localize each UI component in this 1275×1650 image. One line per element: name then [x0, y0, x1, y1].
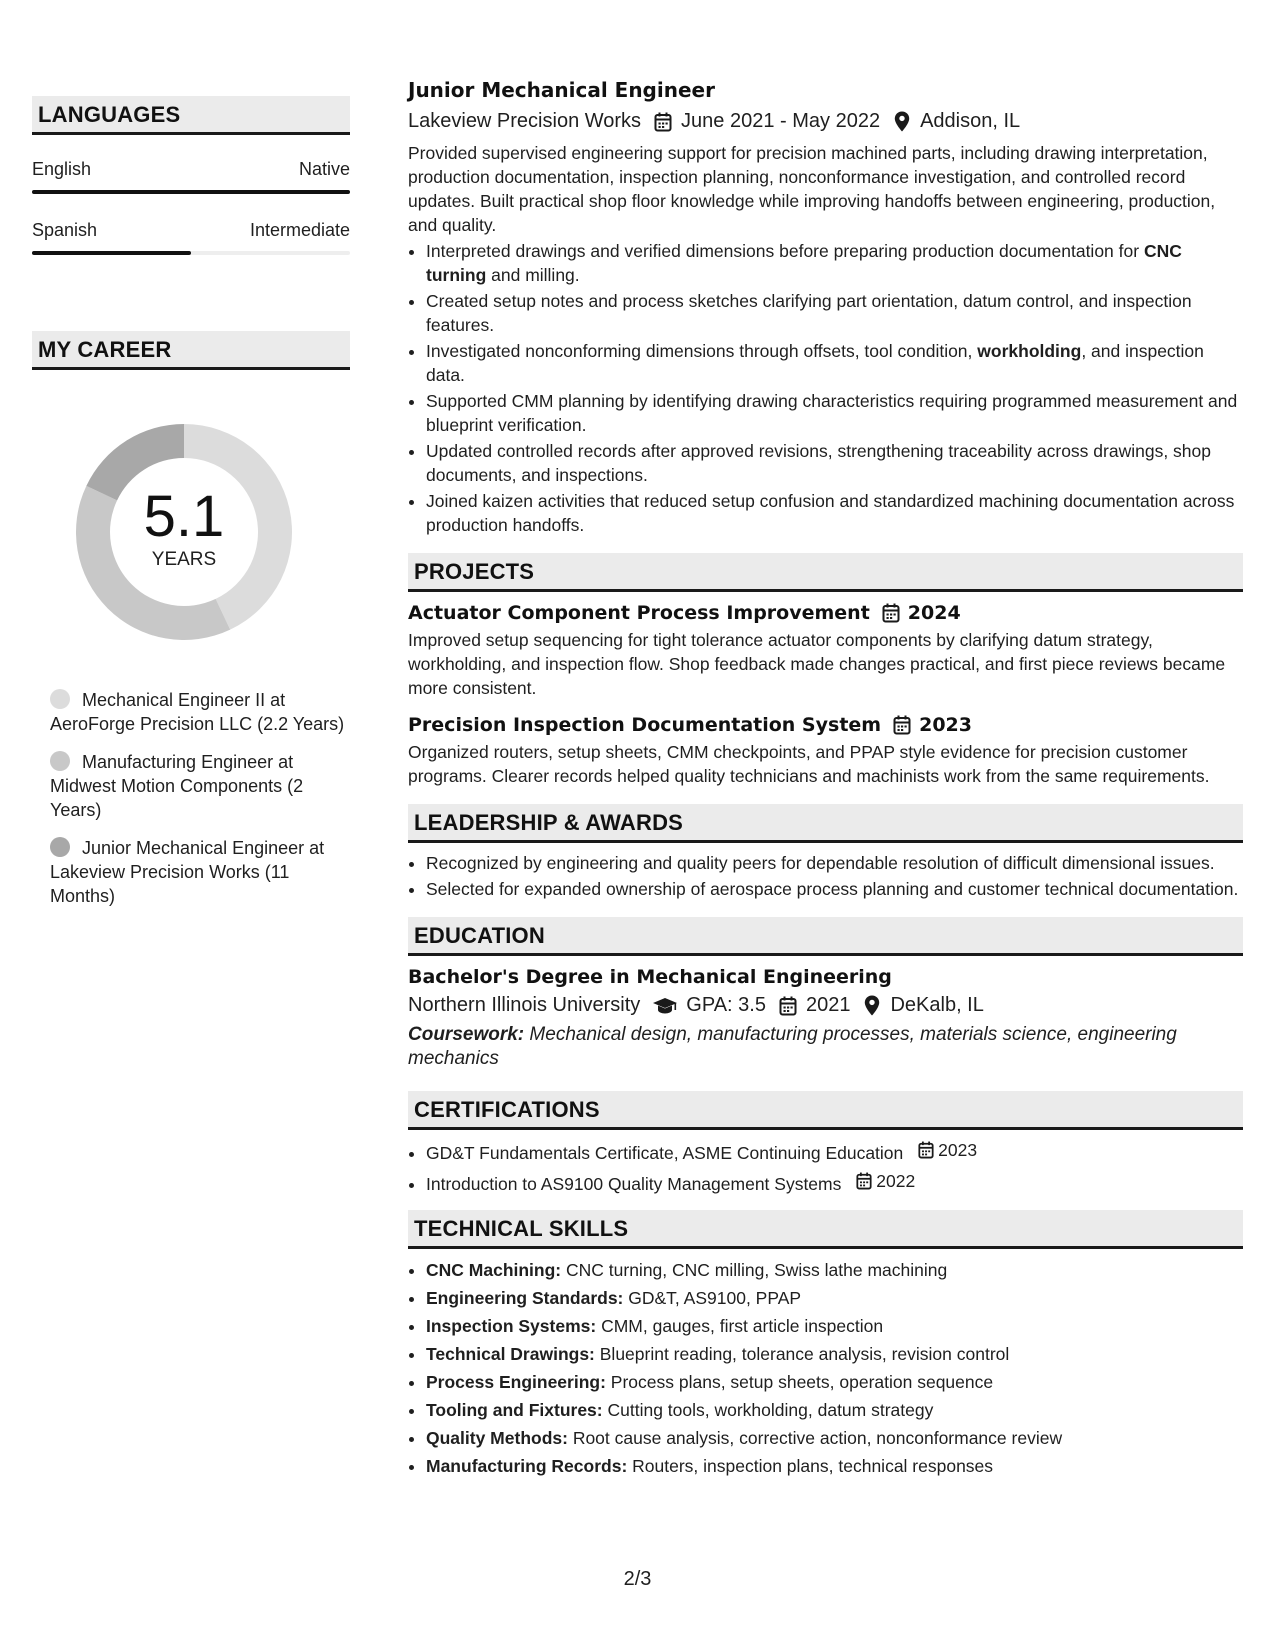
job-bullet	[426, 339, 1243, 387]
calendar-icon	[893, 715, 911, 735]
skills-heading: TECHNICAL SKILLS	[408, 1210, 1243, 1249]
skill-value: Process plans, setup sheets, operation sequence	[605, 1372, 994, 1392]
skill-label: Technical Drawings:	[426, 1344, 595, 1364]
calendar-icon	[778, 995, 798, 1017]
legend-dot	[50, 837, 70, 857]
skill-item	[426, 1257, 1243, 1283]
skill-label: Tooling and Fixtures:	[426, 1400, 603, 1420]
education-location: DeKalb, IL	[890, 994, 984, 1016]
calendar-icon	[882, 603, 900, 623]
left-column	[32, 96, 350, 922]
skill-value: Root cause analysis, corrective action, nonconformance review	[567, 1428, 1063, 1448]
skill-item	[426, 1397, 1243, 1423]
skill-item	[426, 1313, 1243, 1339]
job-summary: Provided supervised engineering support for precision machined parts, including drawing interpretation, production documentation, inspection planning, nonconformance investigation, and controlled record updates. Built practical shop floor knowledge while improving handoffs between engineering, production, and quality.	[408, 143, 1216, 235]
education-coursework	[408, 1023, 1243, 1071]
job-bullet: • Supported CMM planning by identifying drawing characteristics requiring programmed measurement and blueprint verification.	[426, 389, 1243, 437]
education-school: Northern Illinois University	[408, 994, 641, 1016]
language-item	[32, 220, 350, 255]
job-bullet: • Joined kaizen activities that reduced setup confusion and standardized machining documentation across production handoffs.	[426, 489, 1243, 537]
certifications-list	[408, 1138, 1243, 1196]
coursework-label: Coursework:	[408, 1024, 525, 1045]
bullet-text: , and inspection data.	[426, 341, 1204, 385]
skill-value: CNC turning, CNC milling, Swiss lathe machining	[561, 1260, 948, 1280]
job-bullet: • Updated controlled records after approved revisions, strengthening traceability across drawings, shop documents, and inspections.	[426, 439, 1243, 487]
project-name: Precision Inspection Documentation System	[408, 714, 882, 736]
certification-item	[426, 1169, 1243, 1196]
skill-value: CMM, gauges, first article inspection	[596, 1316, 884, 1336]
certifications-heading: CERTIFICATIONS	[408, 1091, 1243, 1130]
legend-dot	[50, 751, 70, 771]
project-name: Actuator Component Process Improvement	[408, 602, 870, 624]
skill-item	[426, 1341, 1243, 1367]
skill-value: GD&T, AS9100, PPAP	[623, 1288, 802, 1308]
leadership-heading: LEADERSHIP & AWARDS	[408, 804, 1243, 843]
job-bullets	[408, 239, 1243, 537]
project-title	[408, 714, 1243, 736]
project-description: Organized routers, setup sheets, CMM checkpoints, and PPAP style evidence for precision customer programs. Clearer records helped quality technicians and machinists work from the same requirements.	[408, 742, 1210, 786]
leadership-list	[408, 851, 1243, 901]
career-legend-item	[50, 750, 350, 822]
skill-item	[426, 1453, 1243, 1479]
skill-item	[426, 1425, 1243, 1451]
job-dates: June 2021 - May 2022	[681, 110, 881, 132]
language-proficiency-bar	[32, 190, 350, 194]
languages-heading: LANGUAGES	[32, 96, 350, 135]
education-degree: Bachelor's Degree in Mechanical Engineering	[408, 966, 892, 988]
bullet-text: Interpreted drawings and verified dimensions before preparing production documentation for	[426, 241, 1144, 261]
language-level: Intermediate	[249, 220, 350, 240]
career-donut-chart	[64, 412, 304, 652]
calendar-icon	[856, 1172, 872, 1190]
graduation-cap-icon	[652, 995, 678, 1017]
map-pin-icon	[862, 995, 882, 1017]
projects-heading: PROJECTS	[408, 553, 1243, 592]
education-gpa: GPA: 3.5	[686, 994, 766, 1016]
career-legend	[32, 688, 350, 908]
career-heading: MY CAREER	[32, 331, 350, 370]
language-proficiency-fill	[32, 190, 350, 194]
skill-label: CNC Machining:	[426, 1260, 562, 1280]
skill-label: Engineering Standards:	[426, 1288, 624, 1308]
bullet-text: Investigated nonconforming dimensions through offsets, tool condition,	[426, 341, 978, 361]
job-bullet	[426, 239, 1243, 287]
language-level: Native	[298, 159, 350, 179]
language-proficiency-bar	[32, 251, 350, 255]
skills-list	[408, 1257, 1243, 1479]
certification-year: 2022	[876, 1171, 916, 1191]
skill-value: Routers, inspection plans, technical responses	[627, 1456, 994, 1476]
bullet-text: and milling.	[486, 265, 580, 285]
job-location: Addison, IL	[920, 110, 1021, 132]
skill-value: Blueprint reading, tolerance analysis, revision control	[594, 1344, 1010, 1364]
bullet-keyword: workholding	[977, 341, 1082, 361]
language-name: Spanish	[32, 220, 98, 240]
career-legend-item	[50, 688, 350, 736]
calendar-icon	[918, 1141, 934, 1159]
certification-name: GD&T Fundamentals Certificate, ASME Continuing Education	[426, 1143, 904, 1163]
job-company: Lakeview Precision Works	[408, 110, 642, 132]
project-year: 2024	[907, 602, 961, 624]
job-title: Junior Mechanical Engineer	[408, 78, 715, 102]
career-legend-text: Junior Mechanical Engineer at Lakeview Precision Works (11 Months)	[50, 838, 325, 906]
skill-item	[426, 1285, 1243, 1311]
career-legend-text: Manufacturing Engineer at Midwest Motion Components (2 Years)	[50, 752, 304, 820]
language-name: English	[32, 159, 92, 179]
skill-value: Cutting tools, workholding, datum strategy	[602, 1400, 934, 1420]
project-year: 2023	[919, 714, 972, 736]
leadership-item: • Recognized by engineering and quality peers for dependable resolution of difficult dimensional issues.	[426, 851, 1243, 875]
leadership-item: • Selected for expanded ownership of aerospace process planning and customer technical documentation.	[426, 877, 1243, 901]
language-item	[32, 159, 350, 194]
right-column	[408, 78, 1243, 1481]
map-pin-icon	[892, 111, 912, 133]
project-description: Improved setup sequencing for tight tolerance actuator components by clarifying datum strategy, workholding, and inspection flow. Shop feedback made changes practical, and first piece reviews became more consistent.	[408, 630, 1226, 698]
job-bullet: • Created setup notes and process sketches clarifying part orientation, datum control, and inspection features.	[426, 289, 1243, 337]
education-year: 2021	[805, 994, 851, 1016]
certification-name: Introduction to AS9100 Quality Management Systems	[426, 1174, 842, 1194]
skill-label: Process Engineering:	[426, 1372, 606, 1392]
page-number: 2/3	[623, 1568, 652, 1590]
job-meta	[408, 110, 1243, 133]
education-heading: EDUCATION	[408, 917, 1243, 956]
skill-label: Quality Methods:	[426, 1428, 568, 1448]
calendar-icon	[653, 111, 673, 133]
career-total-years: 5.1	[143, 484, 225, 549]
certification-year: 2023	[938, 1140, 978, 1160]
education-meta	[408, 994, 1243, 1017]
project-title	[408, 602, 1243, 624]
bullet-keyword: CNC turning	[426, 241, 1182, 285]
language-proficiency-fill	[32, 251, 191, 255]
career-total-unit: YEARS	[151, 549, 217, 570]
skill-label: Manufacturing Records:	[426, 1456, 628, 1476]
career-legend-item	[50, 836, 350, 908]
skill-label: Inspection Systems:	[426, 1316, 597, 1336]
coursework-text: Mechanical design, manufacturing processes, materials science, engineering mechanics	[408, 1024, 1177, 1069]
certification-item	[426, 1138, 1243, 1165]
legend-dot	[50, 689, 70, 709]
career-legend-text: Mechanical Engineer II at AeroForge Precision LLC (2.2 Years)	[50, 690, 345, 734]
skill-item	[426, 1369, 1243, 1395]
